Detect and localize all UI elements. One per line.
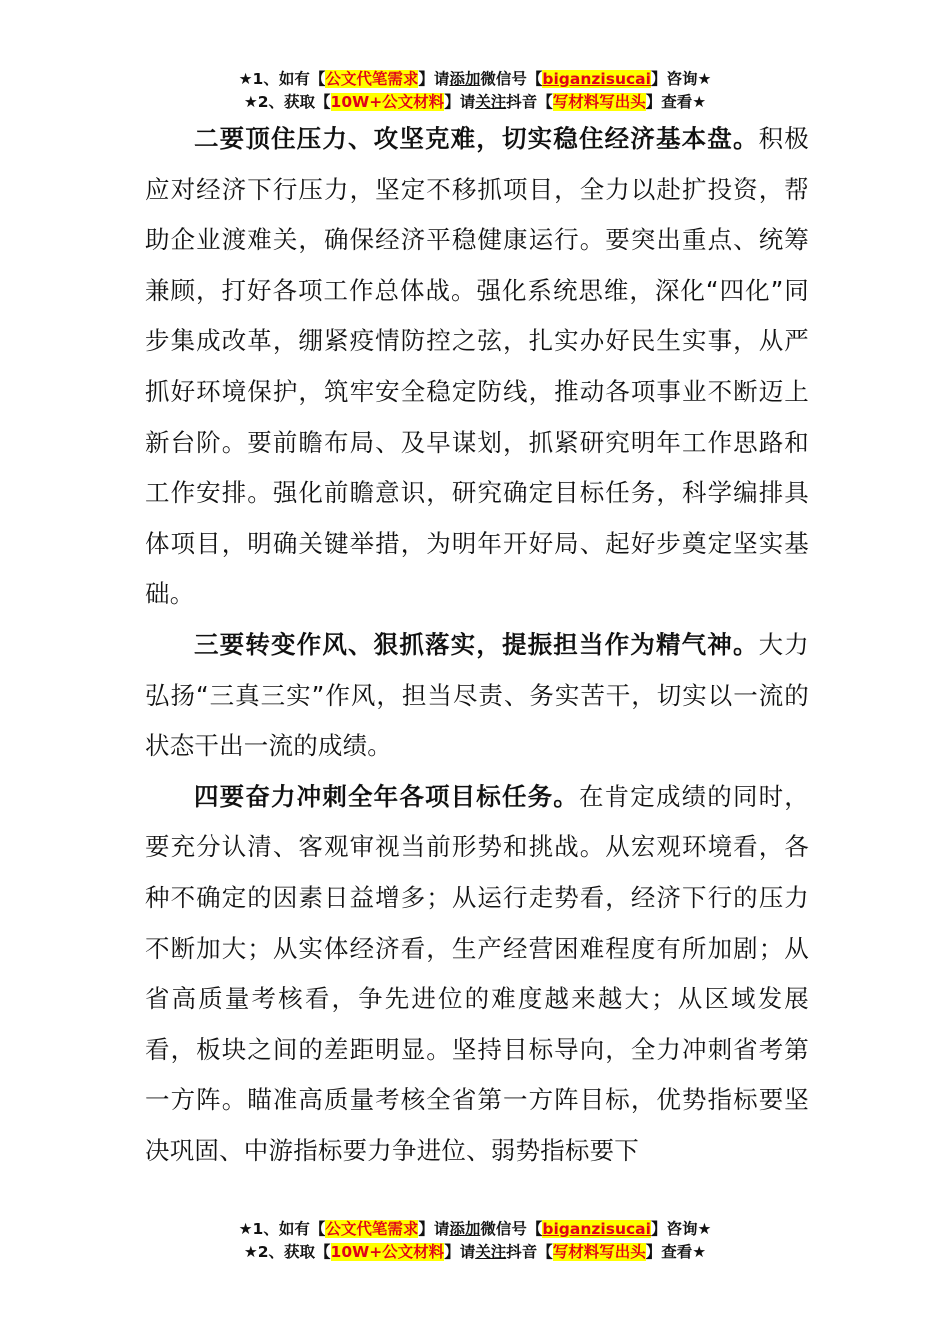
paragraph-body: 大力弘扬“三真三实”作风，担当尽责、务实苦干，切实以一流的状态干出一流的成绩。: [145, 629, 809, 761]
paragraph: [145, 772, 809, 1177]
douyin-account: 写材料写出头: [552, 1243, 646, 1261]
paragraph: [145, 620, 809, 772]
douyin-account: 写材料写出头: [552, 93, 646, 111]
banner-line-2: ★2、获取【10W+公文材料】请关注抖音【写材料写出头】查看★: [243, 1243, 707, 1261]
paragraph-body: 在肯定成绩的同时，要充分认清、客观审视当前形势和挑战。从宏观环境看，各种不确定的因素日益增多；从运行走势看，经济下行的压力不断加大；从实体经济看，生产经营困难程度有所加剧；从省高质量考核看，争先进位的难度越来越大；从区域发展看，板块之间的差距明显。坚持目标导向，全力冲刺省考第一方阵。瞄准高质量考核全省第一方阵目标，优势指标要坚决巩固、中游指标要力争进位、弱势指标要下: [145, 781, 809, 1165]
highlight-service: 公文代笔需求: [325, 70, 419, 88]
highlight-materials: 10W+公文材料: [330, 93, 445, 111]
highlight-materials: 10W+公文材料: [330, 1243, 445, 1261]
paragraph: [145, 114, 809, 620]
wechat-id: biganzisucai: [542, 1220, 651, 1238]
header-banner: [0, 68, 950, 114]
paragraph-lead: 三要转变作风、狠抓落实，提振担当作为精气神。: [194, 629, 759, 659]
wechat-id: biganzisucai: [542, 70, 651, 88]
paragraph-body: 积极应对经济下行压力，坚定不移抓项目，全力以赴扩投资，帮助企业渡难关，确保经济平稳健康运行。要突出重点、统筹兼顾，打好各项工作总体战。强化系统思维，深化“四化”同步集成改革，绷紧疫情防控之弦，扎实办好民生实事，从严抓好环境保护，筑牢安全稳定防线，推动各项事业不断迈上新台阶。要前瞻布局、及早谋划，抓紧研究明年工作思路和工作安排。强化前瞻意识，研究确定目标任务，科学编排具体项目，明确关键举措，为明年开好局、起好步奠定坚实基础。: [145, 124, 809, 609]
paragraph-lead: 四要奋力冲刺全年各项目标任务。: [194, 781, 579, 811]
highlight-service: 公文代笔需求: [325, 1220, 419, 1238]
banner-line-1: ★1、如有【公文代笔需求】请添加微信号【biganzisucai】咨询★: [238, 70, 712, 88]
banner-line-2: ★2、获取【10W+公文材料】请关注抖音【写材料写出头】查看★: [243, 93, 707, 111]
paragraph-lead: 二要顶住压力、攻坚克难，切实稳住经济基本盘。: [194, 124, 759, 153]
banner-line-1: ★1、如有【公文代笔需求】请添加微信号【biganzisucai】咨询★: [238, 1220, 712, 1238]
footer-banner: [0, 1218, 950, 1264]
document-body: [145, 114, 809, 1176]
